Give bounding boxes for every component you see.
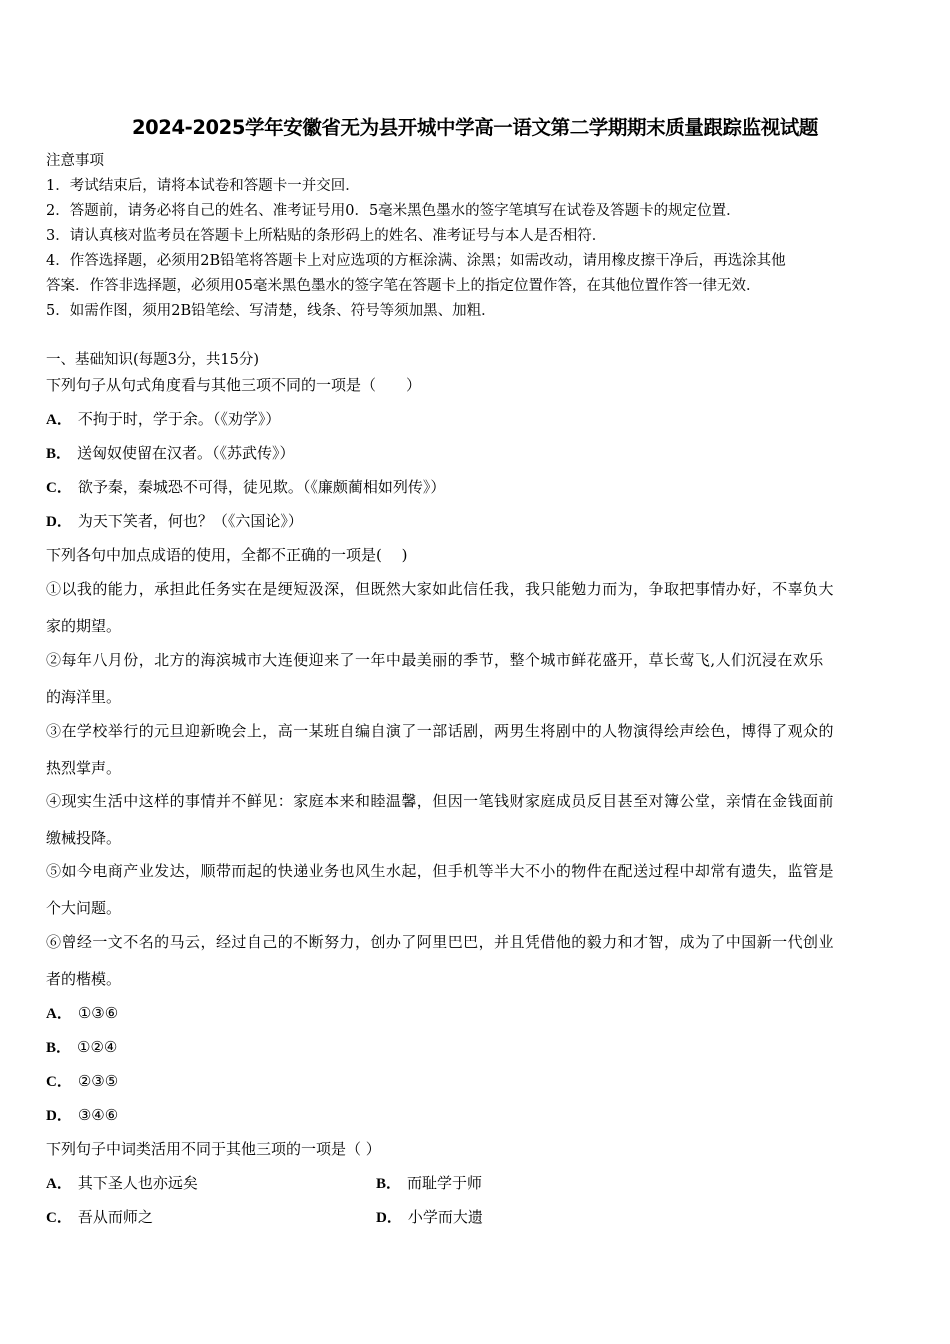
option-text: ②③⑤ (77, 1072, 119, 1090)
option-label: C． (46, 1210, 72, 1226)
notice-item: 3．请认真核对监考员在答题卡上所粘贴的条形码上的姓名、准考证号与本人是否相符． (46, 228, 607, 244)
option-label: B． (46, 446, 72, 462)
option-label: A． (46, 1176, 72, 1192)
question-stem: 下列各句中加点成语的使用，全都不正确的一项是( ) (46, 546, 408, 564)
sentence-item-line: 热烈掌声。 (46, 759, 122, 777)
sentence-item-line: 者的楷模。 (46, 970, 122, 988)
option-text: 小学而大遗 (407, 1208, 483, 1226)
sentence-item-line: 个大问题。 (46, 899, 122, 917)
sentence-item-line: ①以我的能力，承担此任务实在是绠短汲深，但既然大家如此信任我，我只能勉力而为，争取把事情办好，不辜负大 (46, 580, 834, 598)
option-b[interactable] (46, 443, 295, 464)
option-text: 吾从而师之 (77, 1208, 153, 1226)
option-a[interactable] (46, 409, 280, 430)
option-a[interactable] (46, 1173, 198, 1194)
page-title: 2024-2025学年安徽省无为县开城中学高一语文第二学期期末质量跟踪监视试题 (131, 116, 819, 139)
sentence-item-line: 家的期望。 (46, 617, 122, 635)
option-text: 为天下笑者，何也？（《六国论》） (77, 512, 303, 530)
option-c[interactable] (46, 1071, 118, 1092)
sentence-item-line: ②每年八月份，北方的海滨城市大连便迎来了一年中最美丽的季节，整个城市鲜花盛开，草长莺飞,人们沉浸在欢乐 (46, 651, 824, 669)
notice-item: 答案．作答非选择题，必须用05毫米黑色墨水的签字笔在答题卡上的指定位置作答，在其他位置作答一律无效． (46, 278, 761, 294)
notice-item: 5．如需作图，须用2B铅笔绘、写清楚，线条、符号等须加黑、加粗． (46, 303, 496, 319)
option-label: A． (46, 1006, 72, 1022)
option-label: C． (46, 1074, 72, 1090)
sentence-item-line: ⑤如今电商产业发达，顺带而起的快递业务也风生水起，但手机等半大不小的物件在配送过程中却常有遗失，监管是 (46, 862, 834, 880)
question-stem: 下列句子中词类活用不同于其他三项的一项是（ ） (46, 1140, 381, 1158)
section-heading: 一、基础知识(每题3分，共15分) (46, 352, 259, 368)
notice-heading: 注意事项 (46, 153, 104, 169)
sentence-item-line: 的海洋里。 (46, 688, 122, 706)
option-text: 不拘于时，学于余。（《劝学》） (77, 410, 281, 428)
notice-item: 1．考试结束后，请将本试卷和答题卡一并交回． (46, 178, 360, 194)
sentence-item-line: 缴械投降。 (46, 829, 122, 847)
option-a[interactable] (46, 1003, 118, 1024)
option-label: B． (46, 1040, 72, 1056)
option-text: 送匈奴使留在汉者。（《苏武传》） (77, 444, 295, 462)
option-label: D． (46, 514, 72, 530)
option-b[interactable] (46, 1037, 117, 1058)
option-c[interactable] (46, 477, 445, 498)
option-d[interactable] (46, 511, 303, 532)
option-text: ①②④ (77, 1038, 118, 1056)
option-text: 而耻学于师 (407, 1174, 483, 1192)
option-label: B． (376, 1176, 402, 1192)
option-label: D． (376, 1210, 402, 1226)
option-label: A． (46, 412, 72, 428)
sentence-item-line: ④现实生活中这样的事情并不鲜见：家庭本来和睦温馨，但因一笔钱财家庭成员反目甚至对簿公堂，亲情在金钱面前 (46, 792, 834, 810)
option-d[interactable] (376, 1207, 483, 1228)
option-text: 其下圣人也亦远矣 (77, 1174, 198, 1192)
option-text: 欲予秦，秦城恐不可得，徒见欺。（《廉颇蔺相如列传》） (77, 478, 446, 496)
option-text: ①③⑥ (77, 1004, 119, 1022)
option-label: D． (46, 1108, 72, 1124)
sentence-item-line: ③在学校举行的元旦迎新晚会上，高一某班自编自演了一部话剧，两男生将剧中的人物演得绘声绘色，博得了观众的 (46, 722, 834, 740)
question-stem: 下列句子从句式角度看与其他三项不同的一项是（ ） (46, 376, 422, 394)
option-c[interactable] (46, 1207, 153, 1228)
notice-item: 4．作答选择题，必须用2B铅笔将答题卡上对应选项的方框涂满、涂黑；如需改动，请用橡皮擦干净后，再选涂其他 (46, 253, 786, 269)
notice-item: 2．答题前，请务必将自己的姓名、准考证号用0．5毫米黑色墨水的签字笔填写在试卷及答题卡的规定位置． (46, 203, 741, 219)
option-d[interactable] (46, 1105, 118, 1126)
option-label: C． (46, 480, 72, 496)
option-b[interactable] (376, 1173, 482, 1194)
option-text: ③④⑥ (77, 1106, 119, 1124)
sentence-item-line: ⑥曾经一文不名的马云，经过自己的不断努力，创办了阿里巴巴，并且凭借他的毅力和才智，成为了中国新一代创业 (46, 933, 834, 951)
